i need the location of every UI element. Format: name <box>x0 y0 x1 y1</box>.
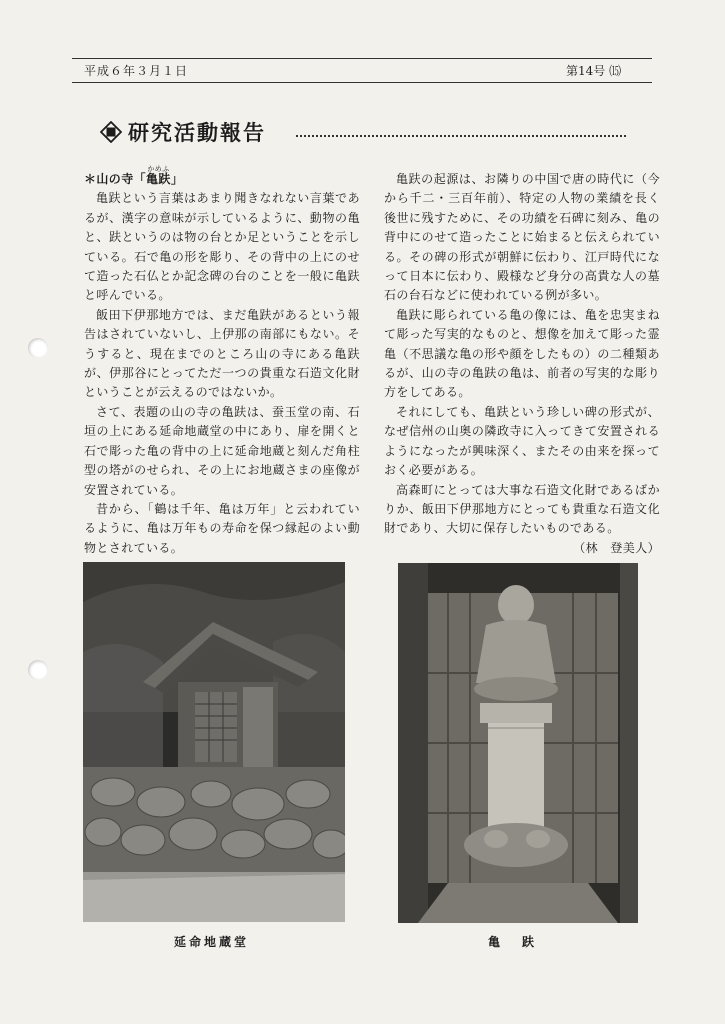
paragraph: 高森町にとっては大事な石造文化財であるばかりか、飯田下伊那地方にとっても貴重な石造文化財であり、大切に保存したいものである。 <box>384 482 660 536</box>
paragraph: 亀趺に彫られている亀の像には、亀を忠実まねて彫った写実的なものと、想像を加えて彫った霊亀（不思議な亀の形や顔をしたもの）の二種類あるが、山の寺の亀趺の亀は、前者の写実的な彫り方をしてある。 <box>384 307 660 400</box>
section-title <box>100 118 266 146</box>
article-heading <box>84 165 360 189</box>
title-dotted-rule <box>296 135 626 137</box>
article-column-right <box>384 170 660 558</box>
punch-hole <box>28 660 48 680</box>
paragraph: さて、表題の山の寺の亀趺は、蚕玉堂の南、石垣の上にある延命地蔵堂の中にあり、扉を開くと石で彫った亀の背中の上に延命地蔵と刻んだ角柱型の塔がのせられ、その上にお地蔵さまの座像が安置されている。 <box>84 404 360 497</box>
photo-kamefu-statue <box>398 563 638 923</box>
article-column-left <box>84 165 360 558</box>
article-heading-prefix: ＊山の寺「 <box>84 172 147 186</box>
photo-caption: 亀趺 <box>488 935 557 949</box>
issue-number: 第14号 ⒂ <box>566 64 622 78</box>
paragraph: 亀趺という言葉はあまり聞きなれない言葉であるが、漢字の意味が示しているように、動物の亀と、趺というのは物の台とか足ということを示している。石で亀の形を彫り、その背中の上にのせて造った石仏とか記念碑の台のことを一般に亀趺と呼んでいる。 <box>84 191 360 303</box>
punch-hole <box>28 338 48 358</box>
paragraph: 亀趺の起源は、お隣りの中国で唐の時代に（今から千二・三百年前）、特定の人物の業績を長く後世に残すために、その功績を石碑に刻み、亀の背中にのせて造ったことに始まると伝えられている。その碑の形式が朝鮮に伝わり、江戸時代になって日本に伝わり、殿様など身分の高貴な人の墓石の台石などに使われている例が多い。 <box>384 172 660 303</box>
header-top-rule <box>72 58 652 59</box>
paragraph: それにしても、亀趺という珍しい碑の形式が、なぜ信州の山奥の隣政寺に入ってきて安置されるようになったが興味深く、またその由来を探っておく必要がある。 <box>384 404 660 478</box>
photo-caption: 延命地蔵堂 <box>174 935 250 949</box>
header-bottom-rule <box>72 82 652 83</box>
article-heading-term <box>146 165 171 189</box>
heading-term-text: 亀趺 <box>146 172 171 186</box>
photo-enmei-jizo-hall <box>83 562 345 922</box>
filled-square-in-diamond-icon <box>100 121 122 143</box>
author-signature: （林 登美人） <box>573 540 660 555</box>
paragraph: 飯田下伊那地方では、まだ亀趺があるという報告はされていないし、上伊那の南部にもない。そうすると、現在までのところ山の寺にある亀趺が、伊那谷にとってただ一つの貴重な石造文化財ということが云えるのではないか。 <box>84 307 360 400</box>
paragraph: 昔から、「鶴は千年、亀は万年」と云われているように、亀は万年もの寿命を保つ縁起のよい動物とされている。 <box>84 501 360 555</box>
section-title-text: 研究活動報告 <box>128 121 266 145</box>
article-heading-suffix: 」 <box>170 172 184 186</box>
heading-furigana: かめふ <box>147 165 170 173</box>
issue-date: 平成６年３月１日 <box>84 64 189 78</box>
